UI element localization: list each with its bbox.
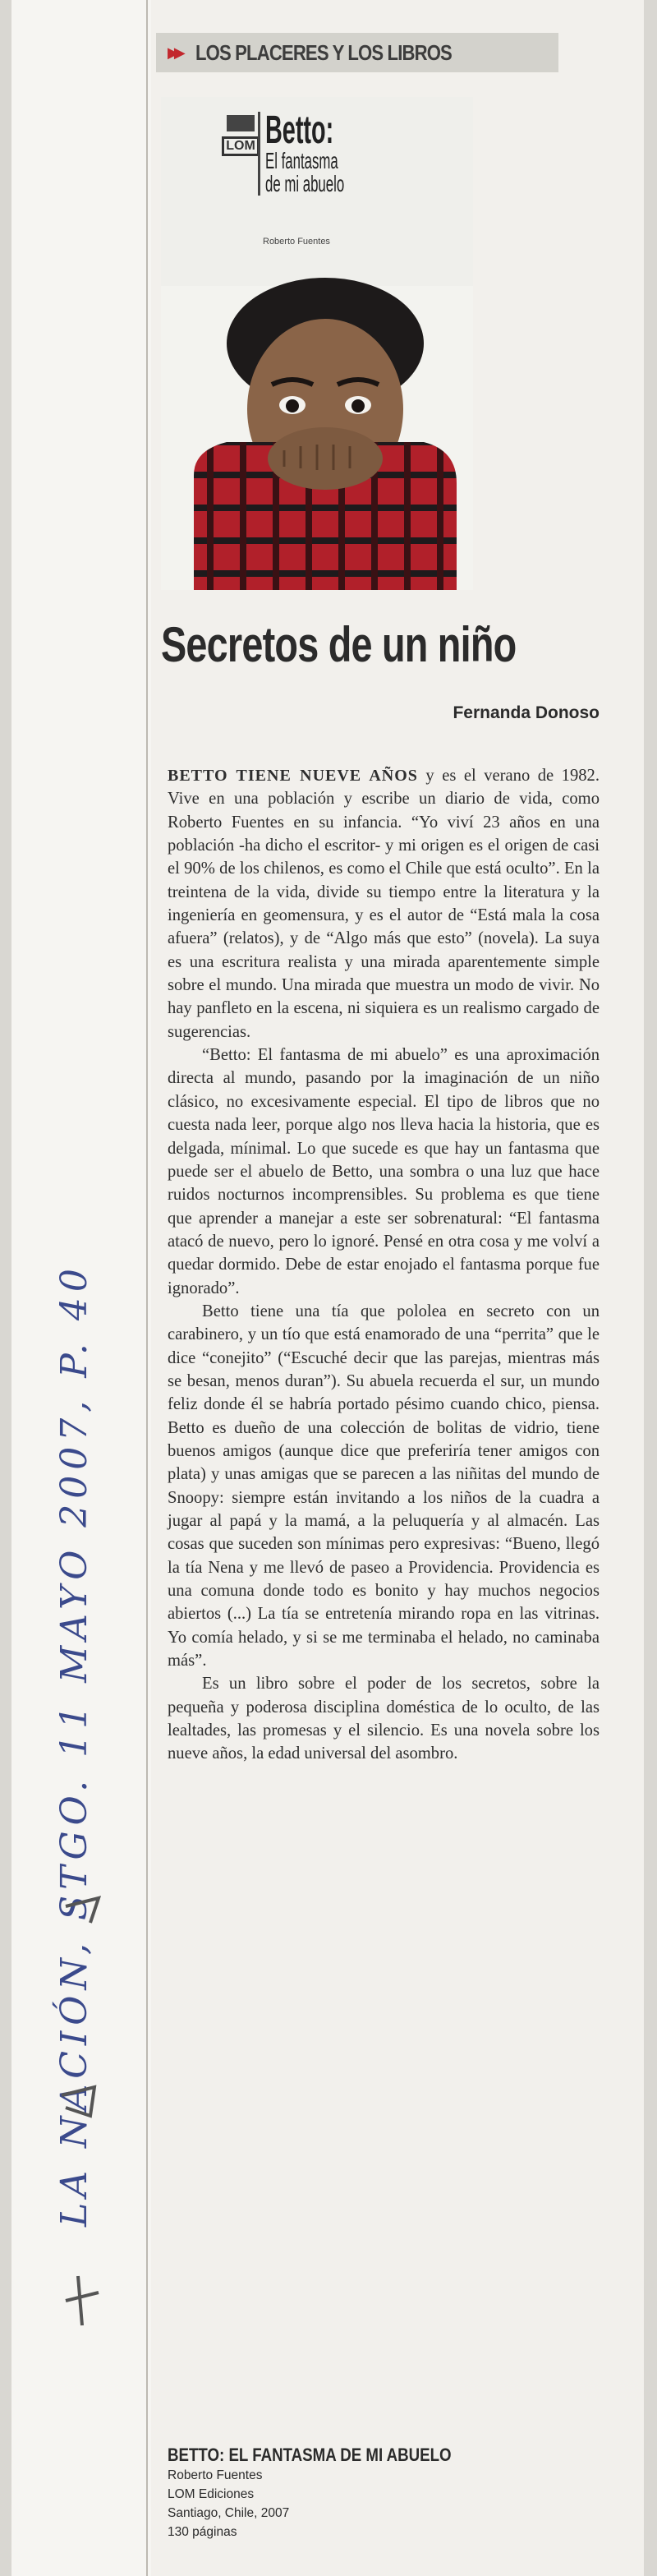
- handwritten-source-note: LA NACIÓN, STGO. 11 MAYO 2007, P. 40: [53, 1263, 95, 2227]
- lead-in: BETTO TIENE NUEVE AÑOS: [168, 767, 418, 785]
- section-header: [156, 33, 558, 72]
- cover-title: [258, 108, 397, 196]
- book-info-author: Roberto Fuentes: [168, 2468, 263, 2482]
- article-headline: Secretos de un niño: [161, 617, 517, 672]
- publisher-logo-text: LOM: [222, 136, 260, 156]
- paragraph-1: [168, 764, 600, 1044]
- paragraph-2: “Betto: El fantasma de mi abuelo” es una aproximación directa al mundo, pasando por la imaginación de un niño clásico, no excesivamente especial. El tipo de libros que no cuesta nada leer, porque algo nos lleva hacia la historia, que es delgada, mínimal. Lo que sucede es que hay un fantasma que puede ser el abuelo de Betto, una sombra o una luz que hace ruidos nocturnos incomprensibles. Su problema es que tiene que aprender a manejar a este ser sobrenatural: “El fantasma atacó de nuevo, pero lo ignoré. Pensé en otra cosa y me volví a quedar dormido. Debe de estar enojado el fantasma porque fue ignorado”.: [168, 1046, 600, 1297]
- cover-title-line2: El fantasma: [265, 148, 338, 173]
- paragraph-3: Betto tiene una tía que pololea en secreto con un carabinero, y un tío que está enamorado de una “perrita” que le dice “conejito” (“Escuché decir que las parejas, mientras más se besan, menos duran”). Su abuela recuerda el sur, un mundo feliz donde él se habría portado pésimo cuando chico, piensa. Betto es dueño de una colección de bolitas de vidrio, tiene buenos amigos (aunque dice que preferiría tener amigos con plata) y unas amigas que se parecen a las niñitas del mundo de Snoopy: siempre están invitando a los niños de la cuadra a jugar al papá y la mamá, a la peluquería y al almacén. Las cosas que suceden son mínimas pero expresivas: “Bueno, llegó la tía Nena y me llevó de paseo a Providencia. Providencia es una comuna donde todo es bonito y hay muchos negocios abiertos (...) La tía se entretenía mirando ropa en las vitrinas. Yo comía helado, y si se me terminaba el helado, no caminaba más”.: [168, 1302, 600, 1670]
- clipping-edge: [146, 0, 148, 2576]
- book-info-publisher: LOM Ediciones: [168, 2487, 255, 2501]
- book-info-title: BETTO: EL FANTASMA DE MI ABUELO: [168, 2445, 452, 2465]
- cover-author: Roberto Fuentes: [263, 237, 330, 247]
- book-info: [168, 2445, 600, 2541]
- publisher-logo: [220, 115, 261, 205]
- article-byline: Fernanda Donoso: [453, 703, 600, 722]
- book-info-place-year: Santiago, Chile, 2007: [168, 2506, 290, 2520]
- book-cover-photo: [161, 97, 473, 590]
- double-arrow-icon: ▶▶: [168, 44, 181, 62]
- paragraph-4: Es un libro sobre el poder de los secretos, sobre la pequeña y poderosa disciplina doméstica de lo oculto, de las lealtades, las promesas y el silencio. Es una novela sobre los nueve años, la edad universal del asombro.: [168, 1675, 600, 1763]
- cover-title-line3: de mi abuelo: [265, 171, 345, 196]
- cover-title-line1: Betto:: [265, 108, 334, 152]
- pencil-marks: [33, 1890, 131, 2383]
- paragraph-1-text: y es el verano de 1982. Vive en una población y escribe un diario de vida, como Roberto Fuentes en su infancia. “Yo viví 23 años en una población -ha dicho el escritor- y mi origen es el origen de casi el 90% de los chilenos, es como el Chile que está oculto”. En la treintena de la vida, divide su tiempo entre la literatura y la ingeniería en geomensura, y es el autor de “Está mala la cosa afuera” (relatos), y de “Algo más que esto” (novela). La suya es una escritura realista y una mirada aparentemente simple sobre el mundo. Una mirada que muestra un modo de vivir. No hay panfleto en la escena, ni siquiera es un realismo cargado de sugerencias.: [168, 767, 600, 1041]
- article-body: [168, 764, 600, 1766]
- section-label: LOS PLACERES Y LOS LIBROS: [195, 39, 452, 65]
- book-info-pages: 130 páginas: [168, 2525, 237, 2539]
- logo-mark-icon: [227, 115, 255, 131]
